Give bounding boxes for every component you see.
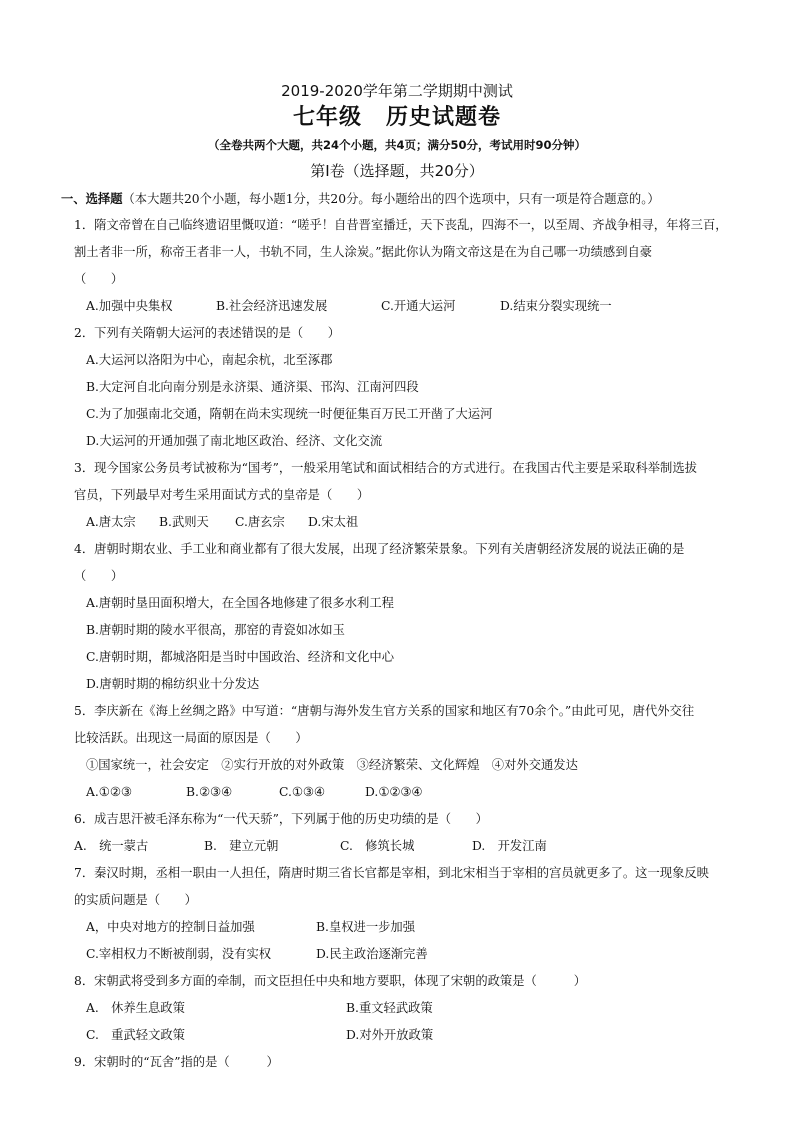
exam-term-title: 2019-2020学年第二学期期中测试 xyxy=(281,82,513,100)
q3-option-c: C.唐玄宗 xyxy=(235,515,285,529)
q5-option-b: B.②③④ xyxy=(186,785,233,799)
q7-option-d: D.民主政治逐渐完善 xyxy=(316,947,428,961)
q6-option-c: C. 修筑长城 xyxy=(340,839,415,853)
q3-option-d: D.宋太祖 xyxy=(308,515,359,529)
q3-option-b: B.武则天 xyxy=(159,515,209,529)
q9-stem: 9．宋朝时的“瓦舍”指的是（ ） xyxy=(74,1055,279,1069)
q1-stem-line2: 割土者非一所，称帝王者非一人，书轨不同，生人涂炭。”据此你认为隋文帝这是在为自己哪一功绩感到自豪 xyxy=(74,245,653,259)
q8-option-b: B.重文轻武政策 xyxy=(346,1001,433,1015)
q6-option-d: D. 开发江南 xyxy=(472,839,547,853)
section-label: 一、选择题 xyxy=(61,192,123,206)
q8-option-c: C. 重武轻文政策 xyxy=(86,1028,185,1042)
section-description: （本大题共20个小题，每小题1分，共20分。每小题给出的四个选项中，只有一项是符合题意的。） xyxy=(122,192,660,206)
q8-option-a: A. 休养生息政策 xyxy=(86,1001,185,1015)
q5-stem-line1: 5．李庆新在《海上丝绸之路》中写道：“唐朝与海外发生官方关系的国家和地区有70余个。”由此可见，唐代外交往 xyxy=(74,704,695,718)
q8-stem: 8．宋朝武将受到多方面的牵制，而文臣担任中央和地方要职，体现了宋朝的政策是（ ） xyxy=(74,974,586,988)
q4-option-a: A.唐朝时垦田面积增大，在全国各地修建了很多水利工程 xyxy=(86,596,394,610)
q3-stem-line1: 3．现今国家公务员考试被称为“国考”，一般采用笔试和面试相结合的方式进行。在我国古代主要是采取科举制选拔 xyxy=(74,461,697,475)
q1-option-c: C.开通大运河 xyxy=(381,299,456,313)
q4-option-d: D.唐朝时期的棉纺织业十分发达 xyxy=(86,677,260,691)
q4-option-b: B.唐朝时期的陵水平很高，那窑的青瓷如冰如玉 xyxy=(86,623,345,637)
exam-instructions: （全卷共两个大题，共24个小题，共4页；满分50分，考试用时90分钟） xyxy=(207,138,586,152)
q5-option-a: A.①②③ xyxy=(86,785,132,799)
q2-option-d: D.大运河的开通加强了南北地区政治、经济、文化交流 xyxy=(86,434,383,448)
q6-stem: 6．成吉思汗被毛泽东称为“一代天骄”，下列属于他的历史功绩的是（ ） xyxy=(74,812,488,826)
q6-option-b: B. 建立元朝 xyxy=(204,839,279,853)
grade-label: 七年级 xyxy=(292,105,362,130)
q2-stem: 2．下列有关隋朝大运河的表述错误的是（ ） xyxy=(74,326,341,340)
q5-stem-line2: 比较活跃。出现这一局面的原因是（ ） xyxy=(74,731,308,745)
part-title: 第Ⅰ卷（选择题，共20分） xyxy=(310,162,484,180)
q8-option-d: D.对外开放政策 xyxy=(346,1028,434,1042)
q4-stem-line2: （ ） xyxy=(74,569,124,583)
q3-option-a: A.唐太宗 xyxy=(86,515,136,529)
q2-option-c: C.为了加强南北交通，隋朝在尚未实现统一时便征集百万民工开凿了大运河 xyxy=(86,407,493,421)
q2-option-a: A.大运河以洛阳为中心，南起余杭，北至涿郡 xyxy=(86,353,333,367)
q7-option-b: B.皇权进一步加强 xyxy=(316,920,416,934)
q1-option-d: D.结束分裂实现统一 xyxy=(500,299,612,313)
q2-option-b: B.大定河自北向南分别是永济渠、通济渠、邗沟、江南河四段 xyxy=(86,380,419,394)
exam-main-title xyxy=(0,100,794,131)
q1-option-a: A.加强中央集权 xyxy=(86,299,173,313)
q6-option-a: A. 统一蒙古 xyxy=(74,839,149,853)
q4-option-c: C.唐朝时期，都城洛阳是当时中国政治、经济和文化中心 xyxy=(86,650,395,664)
q1-stem-line1: 1．隋文帝曾在自己临终遗诏里慨叹道：“嗟乎！自昔晋室播迁，天下丧乱，四海不一，以至周、齐战争相寻，年将三百， xyxy=(74,218,728,232)
subject-label: 历史试题卷 xyxy=(386,105,502,130)
section-heading xyxy=(61,191,660,207)
q7-option-c: C.宰相权力不断被削弱，没有实权 xyxy=(86,947,272,961)
q1-stem-line3: （ ） xyxy=(74,272,124,286)
q7-option-a: A，中央对地方的控制日益加强 xyxy=(86,920,255,934)
q4-stem-line1: 4．唐朝时期农业、手工业和商业都有了很大发展，出现了经济繁荣景象。下列有关唐朝经济发展的说法正确的是 xyxy=(74,542,685,556)
q7-stem-line1: 7．秦汉时期，丞相一职由一人担任，隋唐时期三省长官都是宰相，到北宋相当于宰相的宫员就更多了。这一现象反映 xyxy=(74,866,709,880)
q5-option-d: D.①②③④ xyxy=(365,785,423,799)
q5-statements: ①国家统一，社会安定 ②实行开放的对外政策 ③经济繁荣、文化辉煌 ④对外交通发达 xyxy=(86,758,578,772)
q3-stem-line2: 官员，下列最早对考生采用面试方式的皇帝是（ ） xyxy=(74,488,370,502)
q7-stem-line2: 的实质问题是（ ） xyxy=(74,893,197,907)
q1-option-b: B.社会经济迅速发展 xyxy=(216,299,328,313)
q5-option-c: C.①③④ xyxy=(279,785,325,799)
